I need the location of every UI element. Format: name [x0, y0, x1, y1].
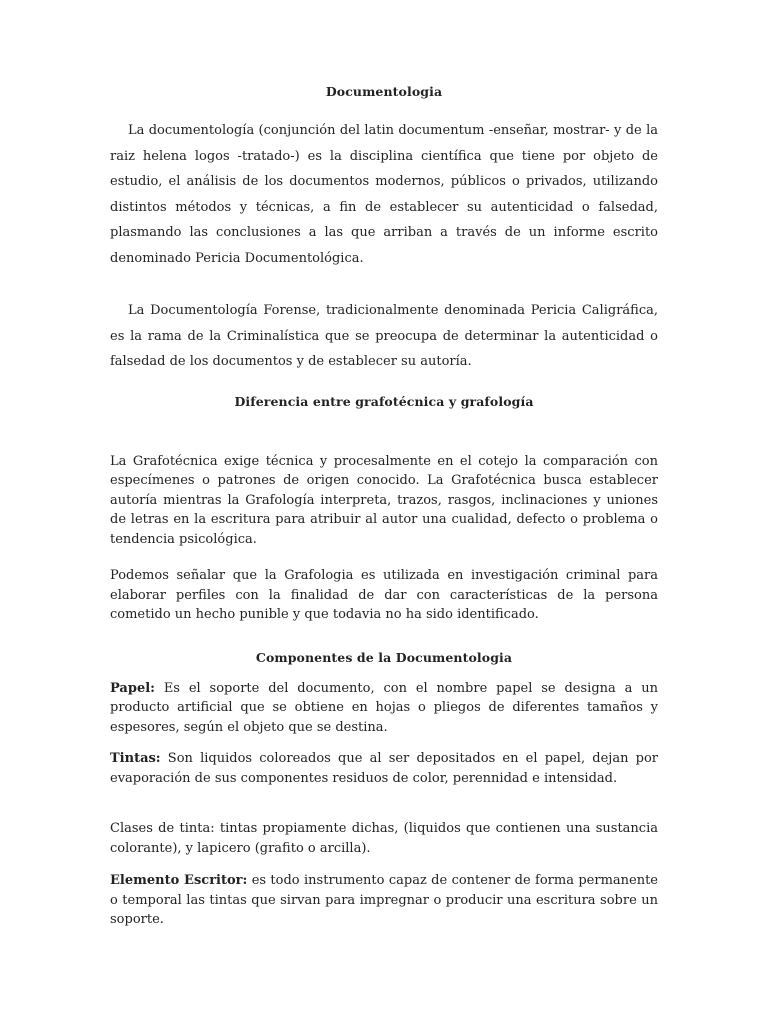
- papel-text: Es el soporte del documento, con el nombre papel se designa a un producto artificial que se obtiene en hojas o pliegos de diferentes tamaños y espesores, según el objeto que se destina.: [110, 680, 658, 735]
- elemento-escritor-text: es todo instrumento capaz de contener de forma permanente o temporal las tintas que sirvan para impregnar o producir una escritura sobre un soporte.: [110, 873, 658, 927]
- papel-label: Papel:: [110, 680, 155, 696]
- intro-paragraph: La documentología (conjunción del latin documentum -enseñar, mostrar- y de la raiz helena logos -tratado-) es la disciplina científica que tiene por objeto de estudio, el análisis de los documentos modernos, públicos o privados, utilizando distintos métodos y técnicas, a fin de establecer su autenticidad o falsedad, plasmando las conclusiones a las que arriban a través de un informe escrito denominado Pericia Documentológica.: [110, 123, 658, 266]
- elemento-escritor-paragraph: [110, 871, 658, 930]
- tintas-label: Tintas:: [110, 751, 161, 766]
- forensic-paragraph: La Documentología Forense, tradicionalmente denominada Pericia Caligráfica, es la rama de la Criminalística que se preocupa de determinar la autenticidad o falsedad de los documentos y de establecer su autoría.: [110, 303, 658, 369]
- clases-tinta-paragraph: Clases de tinta: tintas propiamente dichas, (liquidos que contienen una sustancia colorante), y lapicero (grafito o arcilla).: [110, 821, 658, 856]
- document-body: [110, 84, 658, 930]
- grafotecnica-paragraph: La Grafotécnica exige técnica y procesalmente en el cotejo la comparación con especímenes o patrones de origen conocido. La Grafotécnica busca establecer autoría mientras la Grafología interpreta, trazos, rasgos, inclinaciones y uniones de letras en la escritura para atribuir al autor una cualidad, defecto o problema o tendencia psicológica.: [110, 453, 658, 547]
- document-title: Documentologia: [325, 84, 443, 99]
- tintas-text: Son liquidos coloreados que al ser depositados en el papel, dejan por evaporación de sus componentes residuos de color, perennidad e intensidad.: [110, 751, 658, 786]
- grafologia-paragraph: Podemos señalar que la Grafologia es utilizada en investigación criminal para elaborar perfiles con la finalidad de dar con características de la persona cometido un hecho punible y que todavia no ha sido identificado.: [110, 568, 658, 622]
- papel-paragraph: [110, 679, 658, 738]
- section-heading-componentes: Componentes de la Documentologia: [255, 649, 513, 665]
- elemento-escritor-label: Elemento Escritor:: [110, 873, 248, 888]
- section-heading-diferencia: Diferencia entre grafotécnica y grafología: [234, 393, 534, 409]
- tintas-paragraph: [110, 749, 658, 788]
